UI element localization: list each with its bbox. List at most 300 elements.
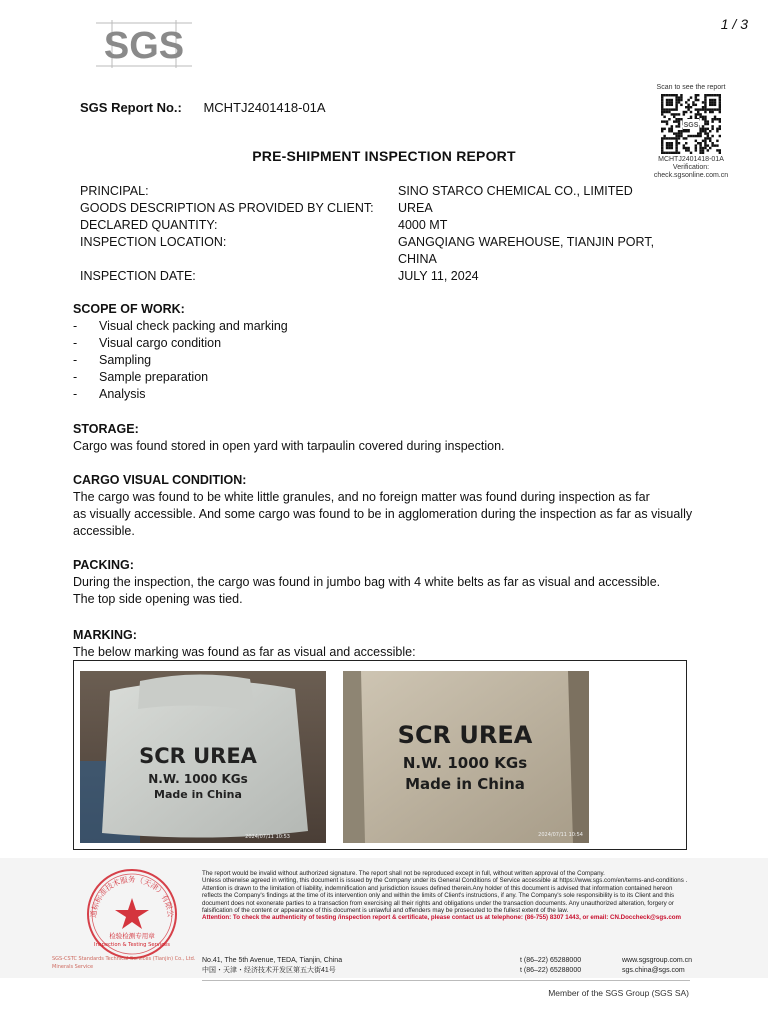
bag-text-line: N.W. 1000 KGs (148, 772, 248, 786)
qr-module (687, 104, 689, 106)
qr-module (661, 94, 663, 96)
qr-module (675, 104, 677, 106)
qr-module (707, 137, 709, 139)
qr-module (678, 113, 680, 115)
qr-module (678, 96, 680, 98)
qr-module (704, 111, 706, 113)
seal-text: Inspection & Testing Services (94, 942, 170, 948)
qr-scan-label: Scan to see the report (656, 84, 726, 91)
qr-module (714, 101, 716, 103)
qr-module (685, 142, 687, 144)
qr-module (661, 96, 663, 98)
qr-module (699, 128, 701, 130)
qr-module (666, 108, 668, 110)
address-en: No.41, The 5th Avenue, TEDA, Tianjin, China (202, 957, 343, 964)
sgs-logo (96, 20, 192, 68)
info-value: SINO STARCO CHEMICAL CO., LIMITED (398, 184, 633, 198)
qr-module (690, 116, 692, 118)
report-info-table (80, 183, 680, 285)
cargo-heading: CARGO VISUAL CONDITION: (73, 473, 247, 487)
qr-module (697, 108, 699, 110)
email-link[interactable]: sgs.china@sgs.com (622, 967, 685, 974)
qr-module (675, 135, 677, 137)
qr-module (695, 144, 697, 146)
qr-module (673, 113, 675, 115)
member-text: Member of the SGS Group (SGS SA) (548, 988, 689, 998)
report-number-value: MCHTJ2401418-01A (203, 100, 326, 115)
qr-module (668, 137, 670, 139)
qr-module (683, 130, 685, 132)
qr-module (716, 108, 718, 110)
qr-module (695, 113, 697, 115)
qr-module (699, 130, 701, 132)
photo-timestamp: 2024/07/11 10:54 (538, 832, 583, 838)
qr-module (671, 130, 673, 132)
qr-module (716, 94, 718, 96)
qr-module (671, 113, 673, 115)
address-cn: 中国・天津・经济技术开发区第五大街41号 (202, 967, 336, 974)
qr-center-text: SGS (683, 122, 699, 129)
info-value: 4000 MT (398, 218, 448, 232)
seal-text: SGS-CSTC Standards Technical Services (Tianjin) Co., Ltd. (52, 956, 196, 962)
qr-module (707, 94, 709, 96)
cargo-text-line: accessible. (73, 524, 135, 538)
qr-module (704, 132, 706, 134)
qr-module (699, 135, 701, 137)
qr-module (704, 96, 706, 98)
qr-module (709, 130, 711, 132)
qr-module (661, 137, 663, 139)
phone-number: t (86–22) 65288000 (520, 967, 582, 974)
qr-module (702, 125, 704, 127)
qr-module (707, 132, 709, 134)
storage-section (73, 421, 723, 455)
qr-module (661, 128, 663, 130)
qr-module (711, 101, 713, 103)
packing-text-line: During the inspection, the cargo was found in jumbo bag with 4 white belts as far as visual and accessible. (73, 575, 661, 589)
qr-module (690, 135, 692, 137)
qr-module (719, 118, 721, 120)
qr-module (680, 96, 682, 98)
qr-module (704, 140, 706, 142)
qr-module (680, 135, 682, 137)
qr-module (678, 101, 680, 103)
qr-module (673, 132, 675, 134)
info-row (80, 183, 680, 200)
qr-code[interactable] (661, 94, 721, 154)
qr-module (666, 111, 668, 113)
qr-module (668, 142, 670, 144)
qr-module (678, 125, 680, 127)
page-number: 1 / 3 (720, 16, 748, 32)
qr-module (709, 104, 711, 106)
bag-text-line: Made in China (154, 788, 242, 801)
marking-text: The below marking was found as far as visual and accessible: (73, 645, 416, 659)
qr-module (707, 144, 709, 146)
info-row (80, 234, 680, 268)
company-seal (50, 862, 200, 982)
qr-module (704, 144, 706, 146)
qr-module (683, 144, 685, 146)
qr-module (702, 116, 704, 118)
qr-module (666, 142, 668, 144)
footer-address (202, 956, 702, 976)
qr-module (699, 116, 701, 118)
qr-module (680, 118, 682, 120)
list-item: - Analysis (73, 387, 146, 401)
qr-module (699, 142, 701, 144)
qr-module (711, 118, 713, 120)
qr-module (678, 123, 680, 125)
qr-module (697, 142, 699, 144)
qr-module (668, 94, 670, 96)
info-row (80, 268, 680, 285)
marking-section (73, 627, 723, 661)
qr-module (668, 99, 670, 101)
authenticity-notice: Attention: To check the authenticity of testing /inspection report & certificate, please contact us at telephone: (86-755) 8307 1443, or email: CN.Doccheck@sgs.com (202, 914, 682, 922)
qr-module (666, 123, 668, 125)
qr-module (661, 142, 663, 144)
qr-module (704, 108, 706, 110)
qr-module (673, 120, 675, 122)
qr-module (719, 108, 721, 110)
qr-module (661, 140, 663, 142)
qr-module (709, 140, 711, 142)
qr-module (668, 101, 670, 103)
qr-module (704, 104, 706, 106)
marking-photos (73, 660, 687, 850)
scope-section (73, 301, 723, 403)
qr-module (675, 137, 677, 139)
qr-module (719, 111, 721, 113)
phone-number: t (86–22) 65288000 (520, 957, 582, 964)
qr-module (714, 116, 716, 118)
qr-module (704, 118, 706, 120)
qr-module (692, 135, 694, 137)
qr-verification-site[interactable]: check.sgsonline.com.cn (653, 172, 729, 179)
list-item: - Sample preparation (73, 370, 209, 384)
qr-module (704, 94, 706, 96)
qr-module (663, 137, 665, 139)
qr-module (666, 94, 668, 96)
qr-module (709, 137, 711, 139)
qr-module (719, 135, 721, 137)
qr-module (675, 113, 677, 115)
website-link[interactable]: www.sgsgroup.com.cn (622, 957, 693, 964)
qr-module (714, 118, 716, 120)
qr-module (695, 104, 697, 106)
qr-module (661, 104, 663, 106)
qr-module (683, 111, 685, 113)
qr-module (678, 118, 680, 120)
qr-module (680, 132, 682, 134)
qr-block (650, 84, 732, 180)
qr-module (697, 99, 699, 101)
photo-timestamp: 2024/07/11 10:53 (245, 834, 290, 840)
qr-module (675, 96, 677, 98)
qr-module (695, 116, 697, 118)
qr-module (683, 137, 685, 139)
qr-module (678, 130, 680, 132)
qr-code-id: MCHTJ2401418-01A (658, 156, 724, 163)
qr-module (704, 130, 706, 132)
qr-module (711, 144, 713, 146)
qr-module (666, 101, 668, 103)
qr-module (678, 99, 680, 101)
qr-module (711, 135, 713, 137)
qr-module (699, 108, 701, 110)
qr-module (704, 142, 706, 144)
qr-module (671, 104, 673, 106)
qr-module (697, 113, 699, 115)
qr-module (719, 125, 721, 127)
cargo-section (73, 472, 723, 540)
info-key: PRINCIPAL: (80, 184, 149, 198)
qr-module (685, 101, 687, 103)
qr-module (685, 130, 687, 132)
qr-module (661, 111, 663, 113)
qr-module (668, 104, 670, 106)
storage-heading: STORAGE: (73, 422, 139, 436)
qr-module (671, 128, 673, 130)
qr-module (675, 132, 677, 134)
qr-module (702, 128, 704, 130)
info-value: UREA (398, 201, 433, 215)
qr-module (714, 144, 716, 146)
qr-module (714, 94, 716, 96)
list-item: - Sampling (73, 353, 152, 367)
storage-text: Cargo was found stored in open yard with tarpaulin covered during inspection. (73, 439, 505, 453)
list-item: - Visual cargo condition (73, 336, 222, 350)
qr-module (719, 101, 721, 103)
qr-module (675, 120, 677, 122)
qr-module (719, 120, 721, 122)
bag-text-line: SCR UREA (139, 744, 257, 768)
qr-module (661, 106, 663, 108)
bag-text-line: Made in China (405, 775, 525, 793)
qr-module (707, 120, 709, 122)
qr-module (675, 101, 677, 103)
qr-module (685, 137, 687, 139)
qr-module (673, 116, 675, 118)
qr-module (687, 135, 689, 137)
qr-module (711, 104, 713, 106)
qr-module (671, 142, 673, 144)
qr-module (702, 106, 704, 108)
qr-module (714, 104, 716, 106)
qr-module (711, 128, 713, 130)
qr-module (702, 118, 704, 120)
qr-module (678, 137, 680, 139)
qr-module (719, 94, 721, 96)
footer-divider (202, 980, 690, 981)
qr-module (680, 94, 682, 96)
cargo-text-line: The cargo was found to be white little granules, and no foreign matter was found during inspection as far (73, 490, 650, 504)
seal-text: 通标标准技术服务（天津）有限公 (88, 874, 176, 919)
bag-photo-1 (80, 671, 326, 843)
qr-module (711, 120, 713, 122)
qr-module (719, 99, 721, 101)
qr-module (711, 99, 713, 101)
qr-module (702, 108, 704, 110)
qr-module (673, 94, 675, 96)
qr-module (711, 111, 713, 113)
qr-module (716, 118, 718, 120)
qr-module (668, 144, 670, 146)
qr-module (687, 99, 689, 101)
qr-module (714, 108, 716, 110)
qr-module (663, 111, 665, 113)
qr-module (695, 108, 697, 110)
qr-module (671, 99, 673, 101)
qr-module (668, 118, 670, 120)
qr-module (675, 140, 677, 142)
packing-heading: PACKING: (73, 558, 134, 572)
qr-module (707, 123, 709, 125)
qr-module (666, 137, 668, 139)
qr-module (675, 99, 677, 101)
qr-module (675, 142, 677, 144)
svg-text:通标标准技术服务（天津）有限公司 (50, 862, 175, 918)
qr-module (707, 135, 709, 137)
qr-module (695, 96, 697, 98)
qr-module (707, 128, 709, 130)
qr-module (663, 128, 665, 130)
qr-module (709, 99, 711, 101)
qr-module (680, 130, 682, 132)
qr-module (668, 108, 670, 110)
qr-module (680, 99, 682, 101)
info-key: DECLARED QUANTITY: (80, 218, 218, 232)
qr-module (716, 128, 718, 130)
qr-module (687, 106, 689, 108)
info-row (80, 217, 680, 234)
qr-module (704, 116, 706, 118)
qr-module (695, 99, 697, 101)
qr-module (719, 128, 721, 130)
qr-module (675, 125, 677, 127)
info-key: INSPECTION DATE: (80, 269, 196, 283)
legal-notice (202, 870, 690, 922)
qr-module (699, 113, 701, 115)
qr-module (709, 101, 711, 103)
qr-module (678, 142, 680, 144)
qr-module (704, 106, 706, 108)
qr-module (692, 104, 694, 106)
qr-module (663, 116, 665, 118)
qr-module (661, 130, 663, 132)
info-value: JULY 11, 2024 (398, 269, 479, 283)
qr-module (661, 120, 663, 122)
qr-module (663, 120, 665, 122)
report-number-label: SGS Report No.: (80, 100, 182, 115)
qr-module (697, 94, 699, 96)
qr-module (671, 144, 673, 146)
qr-module (675, 106, 677, 108)
qr-verification-label: Verification: (672, 164, 710, 171)
qr-module (704, 137, 706, 139)
qr-module (699, 144, 701, 146)
legal-text: The report would be invalid without authorized signature. The report shall not be reproduced except in full, without written approval of the Company. (202, 870, 605, 877)
qr-module (671, 137, 673, 139)
qr-module (663, 135, 665, 137)
qr-module (671, 94, 673, 96)
qr-module (663, 94, 665, 96)
qr-module (661, 101, 663, 103)
qr-module (697, 132, 699, 134)
seal-text: Minerals Service (52, 964, 94, 970)
logo-text: SGS (103, 25, 185, 67)
bag-photo-2 (343, 671, 589, 843)
qr-module (661, 113, 663, 115)
qr-module (697, 135, 699, 137)
marking-heading: MARKING: (73, 628, 137, 642)
qr-module (719, 96, 721, 98)
qr-module (687, 108, 689, 110)
qr-module (716, 130, 718, 132)
qr-module (699, 132, 701, 134)
info-row (80, 200, 680, 217)
qr-module (714, 99, 716, 101)
qr-module (695, 94, 697, 96)
qr-module (690, 106, 692, 108)
qr-module (678, 132, 680, 134)
qr-module (707, 108, 709, 110)
info-value: GANGQIANG WAREHOUSE, TIANJIN PORT, CHINA (398, 235, 655, 266)
qr-module (663, 108, 665, 110)
qr-module (687, 130, 689, 132)
qr-module (719, 106, 721, 108)
qr-module (716, 144, 718, 146)
qr-module (716, 140, 718, 142)
info-key: INSPECTION LOCATION: (80, 235, 227, 249)
qr-module (668, 128, 670, 130)
qr-module (683, 113, 685, 115)
bag-text-line: SCR UREA (397, 721, 533, 749)
bag-text-line: N.W. 1000 KGs (402, 754, 528, 772)
report-title: PRE-SHIPMENT INSPECTION REPORT (252, 148, 516, 164)
qr-module (675, 94, 677, 96)
seal-text: 检验检测专用章 (109, 932, 155, 940)
qr-module (692, 101, 694, 103)
qr-module (704, 128, 706, 130)
qr-module (671, 101, 673, 103)
qr-module (711, 108, 713, 110)
qr-module (678, 120, 680, 122)
scope-heading: SCOPE OF WORK: (73, 302, 185, 316)
qr-module (675, 144, 677, 146)
qr-module (673, 137, 675, 139)
list-item: - Visual check packing and marking (73, 319, 288, 333)
qr-module (685, 111, 687, 113)
qr-module (695, 135, 697, 137)
qr-module (690, 96, 692, 98)
qr-module (704, 120, 706, 122)
qr-module (666, 104, 668, 106)
qr-module (709, 111, 711, 113)
qr-module (695, 140, 697, 142)
qr-module (661, 144, 663, 146)
qr-module (702, 130, 704, 132)
qr-module (675, 108, 677, 110)
qr-module (709, 94, 711, 96)
qr-module (675, 118, 677, 120)
qr-module (704, 101, 706, 103)
qr-module (719, 104, 721, 106)
qr-module (666, 120, 668, 122)
qr-module (661, 108, 663, 110)
qr-module (690, 111, 692, 113)
